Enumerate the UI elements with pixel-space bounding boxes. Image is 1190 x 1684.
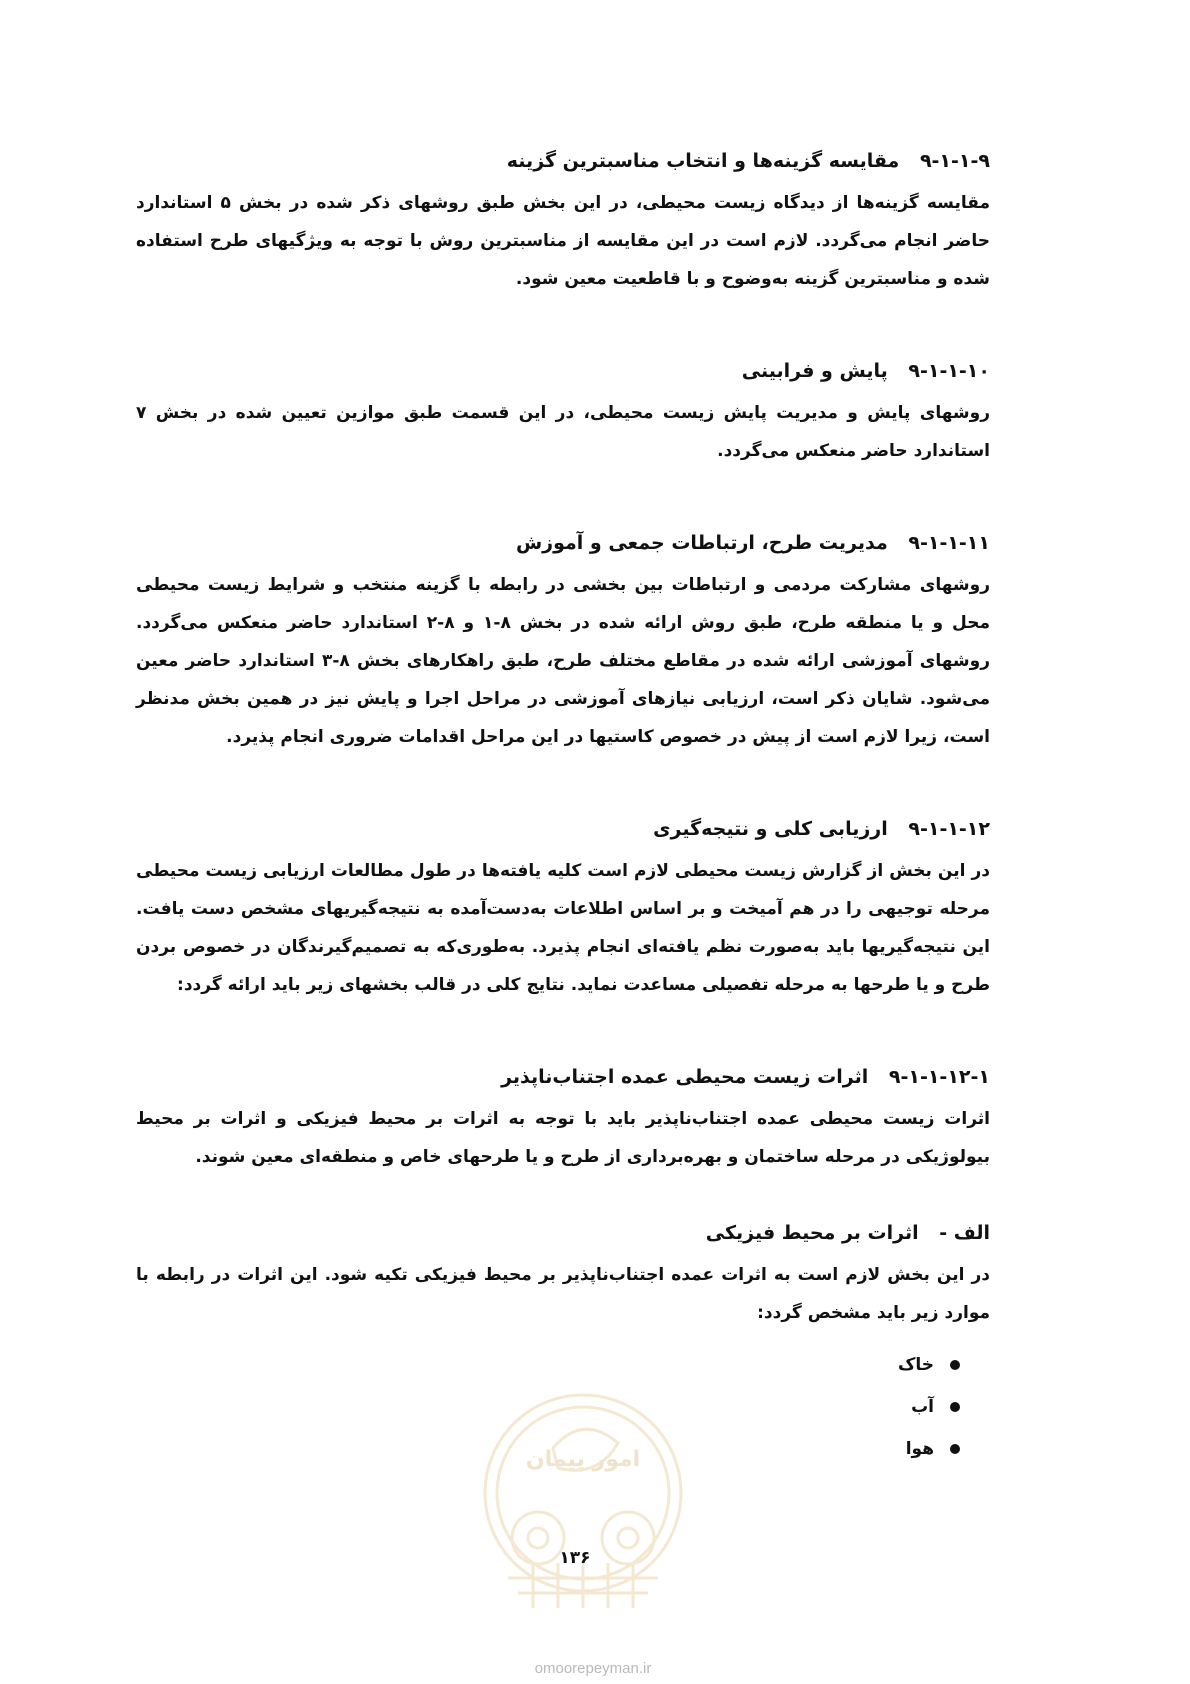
watermark-logo — [478, 1388, 688, 1618]
section-heading — [136, 144, 990, 178]
section-title: پایش و فرابینی — [741, 360, 888, 382]
list-item-label: خاک — [897, 1355, 934, 1375]
document-body — [136, 144, 990, 1470]
section-title: مقایسه گزینه‌ها و انتخاب مناسبترین گزینه — [506, 150, 900, 172]
section-heading — [136, 526, 990, 560]
page-number: ۱۳۶ — [559, 1548, 591, 1568]
section-paragraph: مقایسه گزینه‌ها از دیدگاه زیست محیطی، در این بخش طبق روشهای ذکر شده در بخش ۵ استاندارد حاضر انجام می‌گردد. لازم است در این مقایسه از مناسبترین روش با توجه به ویژگیهای طرح استفاده شده و مناسبترین گزینه به‌وضوح و با قاطعیت معین شود. — [136, 193, 991, 289]
section-number: ۹-۱-۱-۱۲-۱ — [888, 1066, 990, 1088]
section-number: ۹-۱-۱-۱۰ — [908, 360, 990, 382]
list-item-label: هوا — [905, 1439, 934, 1459]
section-monitoring — [136, 354, 990, 470]
section-paragraph: اثرات زیست محیطی عمده اجتناب‌ناپذیر باید با توجه به اثرات بر محیط فیزیکی و اثرات بر محیط بیولوژیکی در مرحله ساختمان و بهره‌برداری از طرح و یا طرحهای خاص و منطقه‌ای معین شوند. — [136, 1109, 990, 1167]
section-number: الف - — [939, 1222, 990, 1244]
section-management — [136, 526, 990, 756]
watermark-logo-text: امور پیمان — [525, 1447, 641, 1472]
section-paragraph: در این بخش از گزارش زیست محیطی لازم است کلیه یافته‌ها در طول مطالعات ارزیابی زیست محیطی مرحله توجیهی را در هم آمیخت و بر اساس اطلاعات به‌دست‌آمده به نتیجه‌گیریهای مشخص دست یافت. این نتیجه‌گیریها باید به‌صورت نظم یافته‌ای انجام پذیرد. به‌طوری‌که به تصمیم‌گیرندگان در خصوص بردن طرح و یا طرحها به مرحله تفصیلی مساعدت نماید. نتایج کلی در قالب بخشهای زیر باید ارائه گردد: — [136, 861, 990, 995]
section-title: اثرات بر محیط فیزیکی — [705, 1222, 919, 1244]
section-heading — [136, 354, 990, 388]
section-title: اثرات زیست محیطی عمده اجتناب‌ناپذیر — [501, 1066, 869, 1088]
section-conclusion — [136, 812, 990, 1004]
bullet-dot-icon — [950, 1402, 960, 1412]
section-comparison — [136, 144, 990, 298]
section-title: مدیریت طرح، ارتباطات جمعی و آموزش — [515, 532, 888, 554]
section-heading — [136, 1216, 990, 1250]
bullet-dot-icon — [950, 1360, 960, 1370]
section-paragraph: روشهای مشارکت مردمی و ارتباطات بین بخشی در رابطه با گزینه منتخب و شرایط زیست محیطی محل و یا منطقه طرح، طبق روش ارائه شده در بخش ۸-۱ و ۸-۲ استاندارد حاضر منعکس می‌گردد. روشهای آموزشی ارائه شده در مقاطع مختلف طرح، طبق راهکارهای بخش ۸-۳ استاندارد حاضر معین می‌شود. شایان ذکر است، ارزیابی نیازهای آموزشی در مراحل اجرا و پایش نیز در همین بخش مدنظر است، زیرا لازم است از پیش در خصوص کاستیها در این مراحل اقدامات ضروری انجام پذیرد. — [136, 575, 990, 747]
section-major-impacts — [136, 1060, 990, 1176]
section-title: ارزیابی کلی و نتیجه‌گیری — [653, 818, 888, 840]
section-heading — [136, 812, 990, 846]
section-paragraph: روشهای پایش و مدیریت پایش زیست محیطی، در این قسمت طبق موازین تعیین شده در بخش ۷ استاندارد حاضر منعکس می‌گردد. — [136, 403, 990, 461]
section-number: ۹-۱-۱-۱۱ — [908, 532, 990, 554]
list-item — [136, 1344, 960, 1386]
list-item-label: آب — [911, 1397, 934, 1417]
section-number: ۹-۱-۱-۹ — [919, 150, 990, 172]
section-number: ۹-۱-۱-۱۲ — [908, 818, 990, 840]
bullet-dot-icon — [950, 1444, 960, 1454]
section-heading — [136, 1060, 990, 1094]
section-paragraph: در این بخش لازم است به اثرات عمده اجتناب‌ناپذیر بر محیط فیزیکی تکیه شود. این اثرات در رابطه با موارد زیر باید مشخص گردد: — [136, 1265, 990, 1323]
watermark-site-url: omoorepeyman.ir — [534, 1660, 652, 1677]
